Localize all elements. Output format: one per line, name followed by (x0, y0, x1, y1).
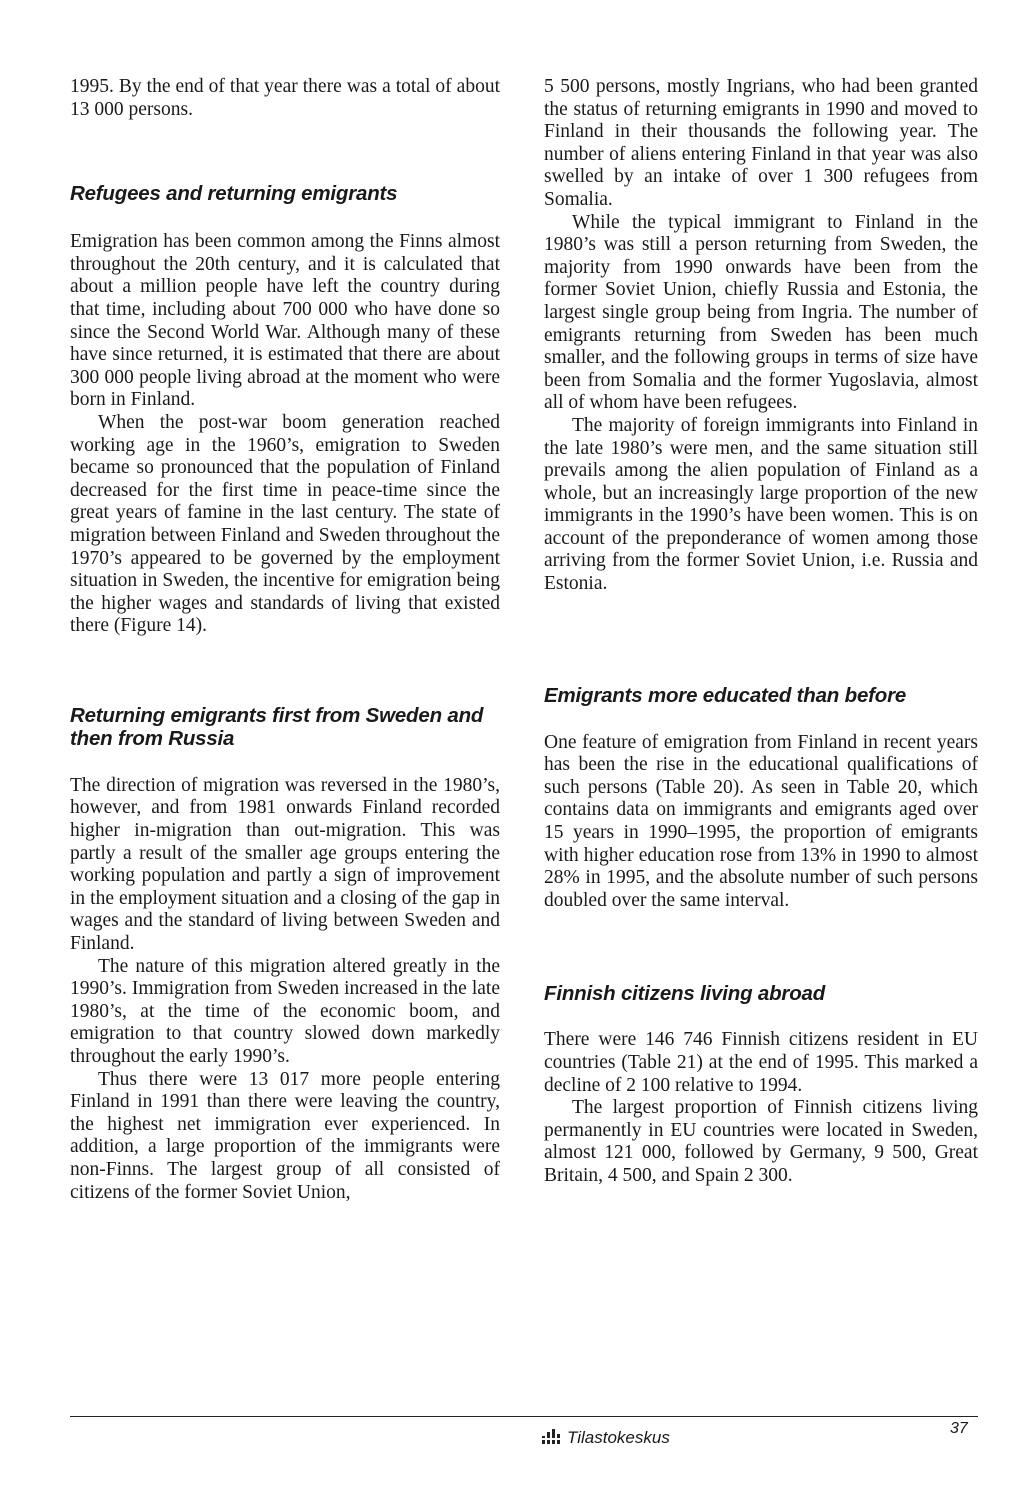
page-number: 37 (950, 1420, 968, 1437)
publisher-name: Tilastokeskus (567, 1428, 670, 1447)
paragraph: While the typical immigrant to Finland in the 1980’s was still a person returning from Sweden, the majority from 1990 onwards have been from the former Soviet Union, chiefly Russia and Estonia, the largest single group being from Ingria. The number of emigrants returning from Sweden has been much smaller, and the following groups in terms of size have been from Somalia and the former Yugoslavia, almost all of whom have been refugees. (544, 211, 978, 414)
statistics-finland-logo-icon (540, 1428, 562, 1448)
right-column (544, 76, 978, 1188)
intro-paragraph: 1995. By the end of that year there was a total of about 13 000 persons. (70, 76, 500, 120)
paragraph: 5 500 persons, mostly Ingrians, who had been granted the status of returning emigrants in 1990 and moved to Finland in their thousands the following year. The number of aliens entering Finland in that year was also swelled by an intake of over 1 300 refugees from Somalia. (544, 76, 978, 210)
paragraph: The direction of migration was reversed in the 1980’s, however, and from 1981 onwards Finland recorded higher in-migration than out-migration. This was partly a result of the smaller age groups entering the working population and partly a sign of improvement in the employment situation and a closing of the gap in wages and the standard of living between Sweden and Finland. (70, 774, 500, 955)
paragraph: One feature of emigration from Finland in recent years has been the rise in the educational qualifications of such persons (Table 20). As seen in Table 20, which contains data on immigrants and emigrants aged over 15 years in 1990–1995, the proportion of emigrants with higher education rose from 13% in 1990 to almost 28% in 1995, and the absolute number of such persons doubled over the same interval. (544, 731, 978, 911)
paragraph: Emigration has been common among the Finns almost throughout the 20th century, and it is calculated that about a million people have left the country during that time, including about 700 000 who have done so since the Second World War. Although many of these have since returned, it is estimated that there are about 300 000 people living abroad at the moment who were born in Finland. (70, 231, 500, 411)
heading-finnish-citizens-abroad: Finnish citizens living abroad (544, 982, 826, 1006)
left-column (70, 76, 500, 1204)
footer-publisher (540, 1428, 670, 1448)
paragraph: There were 146 746 Finnish citizens resident in EU countries (Table 21) at the end of 1995. This marked a decline of 2 100 relative to 1994. (544, 1029, 978, 1096)
paragraph: The largest proportion of Finnish citizens living permanently in EU countries were located in Sweden, almost 121 000, followed by Germany, 9 500, Great Britain, 4 500, and Spain 2 300. (544, 1097, 978, 1186)
paragraph: The majority of foreign immigrants into Finland in the late 1980’s were men, and the same situation still prevails among the alien population of Finland as a whole, but an increasingly large proportion of the new immigrants in the 1990’s have been women. This is on account of the preponderance of women among those arriving from the former Soviet Union, i.e. Russia and Estonia. (544, 414, 978, 595)
footer-rule (70, 1416, 978, 1417)
paragraph: When the post-war boom generation reached working age in the 1960’s, emigration to Sweden became so pronounced that the population of Finland decreased for the first time in peace-time since the great years of famine in the last century. The state of migration between Finland and Sweden throughout the 1970’s appeared to be governed by the employment situation in Sweden, the incentive for emigration being the higher wages and standards of living that existed there (Figure 14). (70, 411, 500, 637)
heading-emigrants-educated: Emigrants more educated than before (544, 683, 907, 707)
paragraph: The nature of this migration altered greatly in the 1990’s. Immigration from Sweden increased in the late 1980’s, at the time of the economic boom, and emigration to that country slowed down markedly throughout the early 1990’s. (70, 955, 500, 1067)
paragraph: Thus there were 13 017 more people entering Finland in 1991 than there were leaving the country, the highest net immigration ever experienced. In addition, a large proportion of the immigrants were non-Finns. The largest group of all consisted of citizens of the former Soviet Union, (70, 1068, 500, 1203)
heading-refugees: Refugees and returning emigrants (70, 182, 398, 206)
heading-returning-emigrants: Returning emigrants first from Sweden and then from Russia (70, 703, 484, 750)
